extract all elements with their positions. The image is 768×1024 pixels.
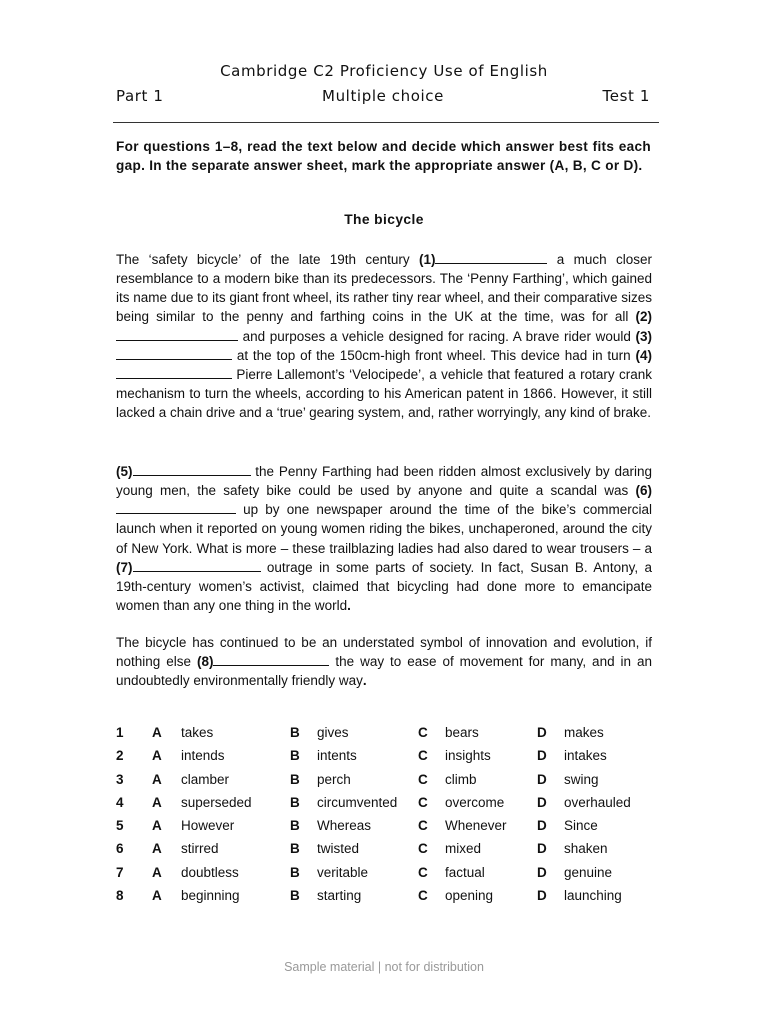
passage-text: a much closer resemblance to a modern bike than its predecessors. The ‘Penny Farthing’, which gained its name due to its giant front wheel, its rather tiny rear wheel, and their comparative sizes being similar to the penny and farthing coins in the UK at the time, was for all xyxy=(116,252,652,325)
gap-number-4: (4) xyxy=(635,347,652,363)
option-a: doubtless xyxy=(181,864,239,880)
gap-number-2: (2) xyxy=(635,309,652,325)
option-letter-d: D xyxy=(537,725,547,740)
gap-blank-3 xyxy=(116,347,232,360)
paragraph-2 xyxy=(116,462,652,615)
gap-number-6: (6) xyxy=(635,483,652,499)
option-a: beginning xyxy=(181,888,240,904)
option-row xyxy=(116,748,656,771)
option-b: veritable xyxy=(317,864,369,880)
option-c: opening xyxy=(445,888,494,904)
option-letter-c: C xyxy=(418,864,428,880)
option-b: perch xyxy=(317,771,351,787)
gap-blank-7 xyxy=(133,559,261,572)
gap-blank-5 xyxy=(133,463,251,476)
option-d: shaken xyxy=(564,841,608,857)
gap-number-5: (5) xyxy=(116,464,133,479)
option-letter-c: C xyxy=(418,794,428,810)
passage-text: Pierre Lallemont’s ‘Velocipede’, a vehicle that featured a rotary crank mechanism to turn the wheels, according to his American patent in 1866. However, it still lacked a chain drive and a ‘true’ gearing system, and, rather worryingly, any kind of brake. xyxy=(116,366,652,421)
passage-text: and purposes a vehicle designed for racing. A brave rider would xyxy=(238,328,636,344)
option-c: Whenever xyxy=(445,818,507,834)
part-label: Part 1 xyxy=(116,87,164,105)
option-c: bears xyxy=(445,725,479,740)
passage-text: at the top of the 150cm-high front wheel. This device had in turn xyxy=(232,347,636,363)
option-letter-a: A xyxy=(152,818,162,834)
test-label: Test 1 xyxy=(602,87,650,105)
text-title: The bicycle xyxy=(344,212,424,227)
option-row xyxy=(116,818,656,841)
question-number: 6 xyxy=(116,841,124,857)
question-number: 8 xyxy=(116,888,124,904)
option-row xyxy=(116,725,656,748)
option-letter-b: B xyxy=(290,888,300,904)
option-c: insights xyxy=(445,748,491,764)
gap-number-3: (3) xyxy=(635,328,652,344)
option-letter-a: A xyxy=(152,864,162,880)
option-letter-b: B xyxy=(290,771,300,787)
footer-note: Sample material | not for distribution xyxy=(284,960,484,974)
option-letter-a: A xyxy=(152,841,162,857)
gap-blank-8 xyxy=(213,653,329,666)
option-letter-d: D xyxy=(537,771,547,787)
option-row xyxy=(116,795,656,818)
option-d: launching xyxy=(564,888,622,904)
option-row xyxy=(116,865,656,888)
option-c: overcome xyxy=(445,794,505,810)
option-letter-c: C xyxy=(418,818,428,834)
option-a: superseded xyxy=(181,794,252,810)
gap-number-8: (8) xyxy=(196,654,214,670)
question-number: 3 xyxy=(116,771,124,787)
option-b: Whereas xyxy=(317,818,372,834)
option-d: overhauled xyxy=(564,794,631,810)
option-letter-a: A xyxy=(152,888,162,904)
question-number: 1 xyxy=(116,725,124,740)
gap-number-1: (1) xyxy=(418,252,436,267)
option-c: climb xyxy=(445,771,477,787)
option-letter-d: D xyxy=(537,818,547,834)
option-letter-c: C xyxy=(418,725,428,740)
gap-blank-2 xyxy=(116,328,238,341)
option-letter-b: B xyxy=(290,864,300,880)
passage-text: The ‘safety bicycle’ of the late 19th century xyxy=(116,252,419,267)
question-number: 4 xyxy=(116,794,124,810)
option-letter-b: B xyxy=(290,748,300,764)
option-d: intakes xyxy=(564,748,607,764)
paragraph-3 xyxy=(116,633,652,690)
option-a: takes xyxy=(181,725,214,740)
option-letter-d: D xyxy=(537,748,547,764)
option-letter-b: B xyxy=(290,841,300,857)
option-b: intents xyxy=(317,748,357,764)
option-letter-d: D xyxy=(537,864,547,880)
option-letter-b: B xyxy=(290,818,300,834)
answer-options xyxy=(116,725,656,911)
option-letter-a: A xyxy=(152,725,162,740)
passage-text: the Penny Farthing had been ridden almost exclusively by daring young men, the safety bike could be used by anyone and quite a scandal was xyxy=(116,464,652,499)
document-title: Cambridge C2 Proficiency Use of English xyxy=(220,62,548,80)
gap-blank-6 xyxy=(116,501,236,514)
option-letter-d: D xyxy=(537,794,547,810)
option-b: circumvented xyxy=(317,794,398,810)
question-number: 7 xyxy=(116,864,124,880)
option-d: swing xyxy=(564,771,599,787)
option-c: mixed xyxy=(445,841,482,857)
option-letter-d: D xyxy=(537,888,547,904)
option-d: genuine xyxy=(564,864,613,880)
option-b: starting xyxy=(317,888,362,904)
option-row xyxy=(116,888,656,911)
option-row xyxy=(116,841,656,864)
passage-text: the way to ease of movement for many, and in an undoubtedly environmentally friendly way xyxy=(116,654,652,689)
option-letter-c: C xyxy=(418,841,428,857)
option-a: stirred xyxy=(181,841,219,857)
section-label: Multiple choice xyxy=(322,87,444,105)
passage-text: outrage in some parts of society. In fact, Susan B. Antony, a 19th-century women’s activist, claimed that bicycling had done more to emancipate women than any one thing in the world xyxy=(116,559,652,614)
option-c: factual xyxy=(445,864,485,880)
paragraph-1 xyxy=(116,250,652,422)
passage-text: The bicycle has continued to be an understated symbol of innovation and evolution, if nothing else xyxy=(116,635,652,670)
option-letter-b: B xyxy=(290,794,300,810)
gap-number-7: (7) xyxy=(116,559,133,575)
option-letter-a: A xyxy=(152,748,162,764)
option-letter-a: A xyxy=(152,794,162,810)
question-number: 2 xyxy=(116,748,124,764)
option-letter-c: C xyxy=(418,771,428,787)
option-a: clamber xyxy=(181,771,230,787)
gap-blank-1 xyxy=(435,251,547,264)
option-letter-b: B xyxy=(290,725,300,740)
option-a: However xyxy=(181,818,235,834)
instructions: For questions 1–8, read the text below and decide which answer best fits each gap. In the separate answer sheet, mark the appropriate answer (A, B, C or D). xyxy=(116,139,651,174)
gap-blank-4 xyxy=(116,366,232,379)
sentence-end: . xyxy=(347,598,351,614)
option-b: gives xyxy=(317,725,349,740)
option-b: twisted xyxy=(317,841,360,857)
question-number: 5 xyxy=(116,818,124,834)
option-letter-c: C xyxy=(418,888,428,904)
option-row xyxy=(116,772,656,795)
option-d: Since xyxy=(564,818,598,834)
option-letter-a: A xyxy=(152,771,162,787)
option-letter-d: D xyxy=(537,841,547,857)
option-a: intends xyxy=(181,748,225,764)
option-letter-c: C xyxy=(418,748,428,764)
header-divider xyxy=(113,122,659,123)
option-d: makes xyxy=(564,725,604,740)
passage-text: up by one newspaper around the time of the bike’s commercial launch when it reported on young women riding the bikes, unchaperoned, around the city of New York. What is more – these trailblazing ladies had also dared to wear trousers – a xyxy=(116,502,652,556)
sentence-end: . xyxy=(362,673,367,689)
